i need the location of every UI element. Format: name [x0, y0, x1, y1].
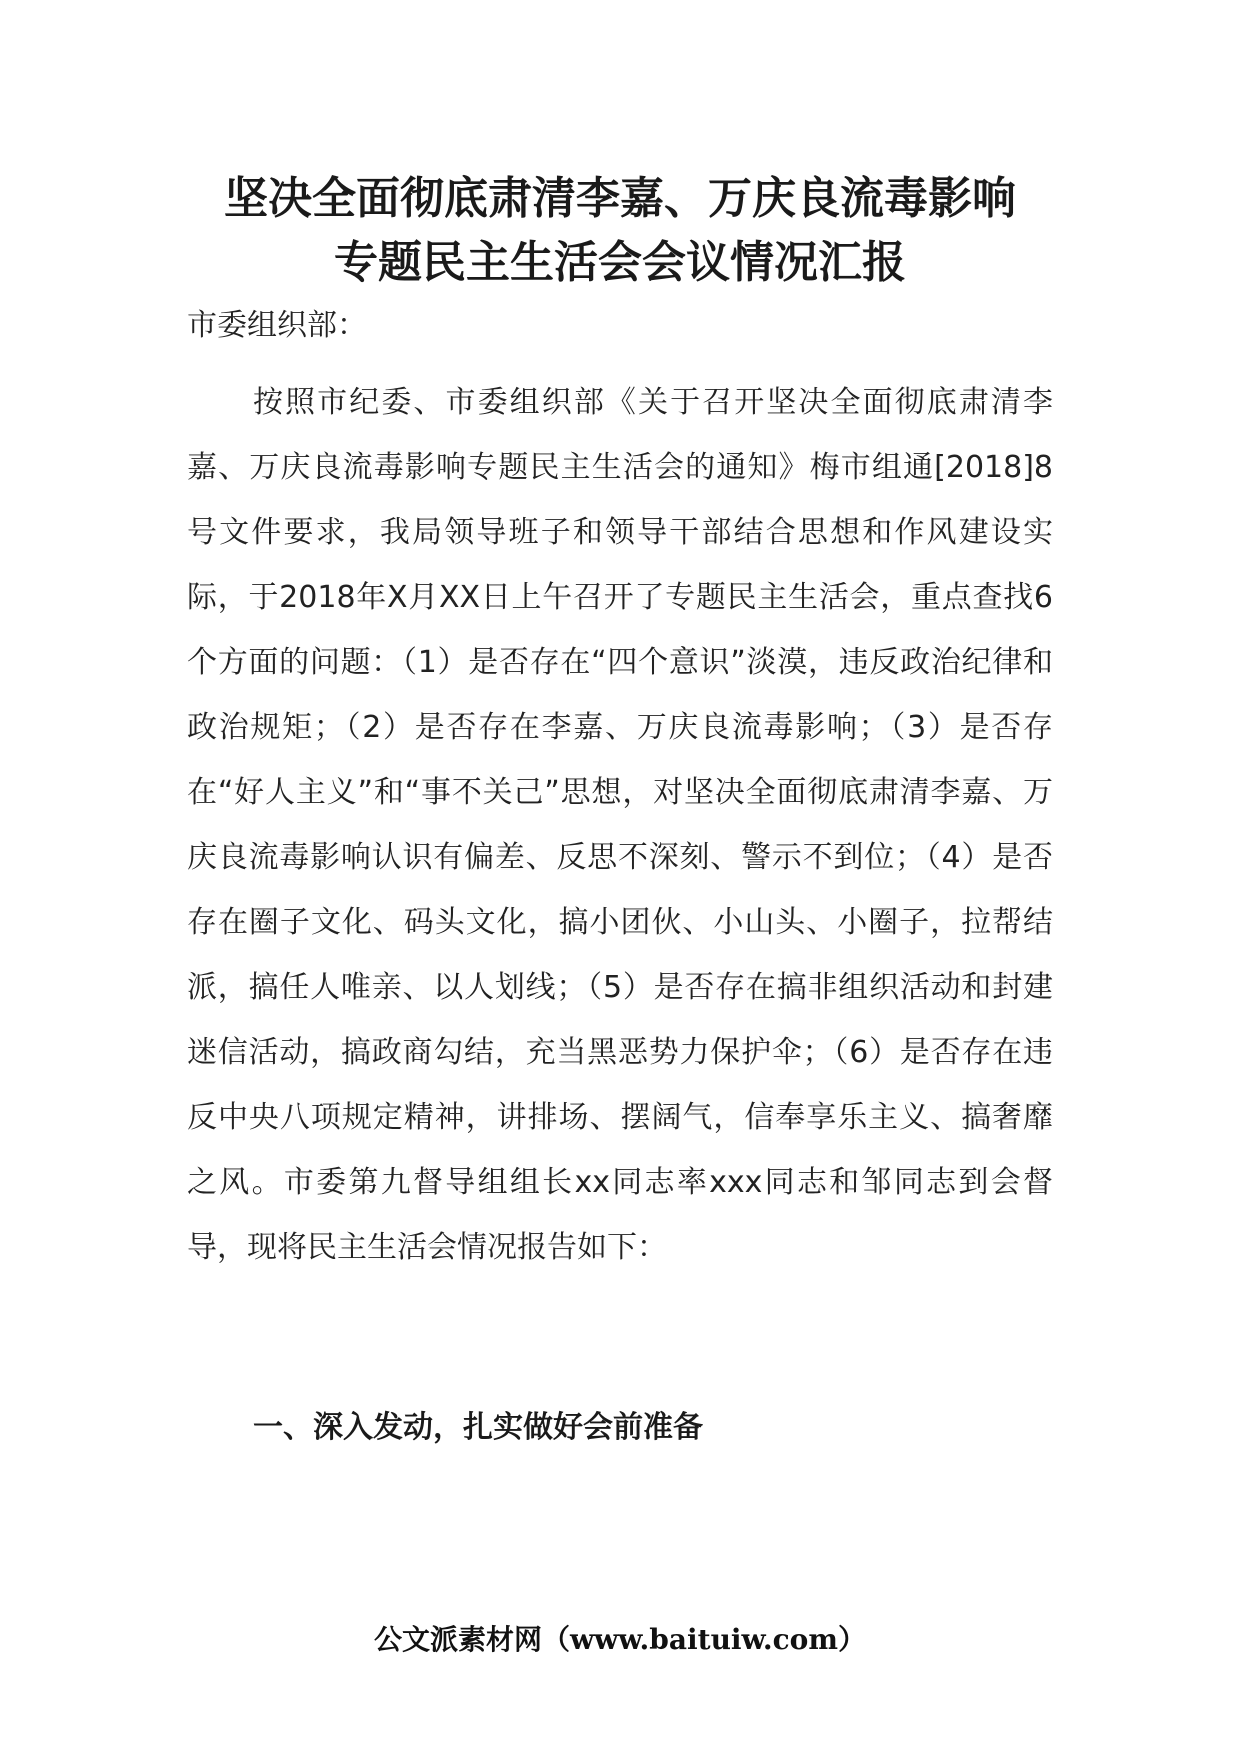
- salutation: 市委组织部：: [187, 308, 367, 343]
- body-paragraph: 按照市纪委、市委组织部《关于召开坚决全面彻底肃清李嘉、万庆良流毒影响专题民主生活会的通知》梅市组通[2018]8号文件要求，我局领导班子和领导干部结合思想和作风建设实际，于2018年X月XX日上午召开了专题民主生活会，重点查找6个方面的问题：（1）是否存在“四个意识”淡漠，违反政治纪律和政治规矩；（2）是否存在李嘉、万庆良流毒影响；（3）是否存在“好人主义”和“事不关己”思想，对坚决全面彻底肃清李嘉、万庆良流毒影响认识有偏差、反思不深刻、警示不到位；（4）是否存在圈子文化、码头文化，搞小团伙、小山头、小圈子，拉帮结派，搞任人唯亲、以人划线；（5）是否存在搞非组织活动和封建迷信活动，搞政商勾结，充当黑恶势力保护伞；（6）是否存在违反中央八项规定精神，讲排场、摆阔气，信奉享乐主义、搞奢靡之风。市委第九督导组组长xx同志率xxx同志和邹同志到会督导，现将民主生活会情况报告如下：: [187, 385, 1053, 1265]
- section-heading: 一、深入发动，扎实做好会前准备: [253, 1410, 703, 1445]
- document-title-line-2: 专题民主生活会会议情况汇报: [334, 237, 906, 288]
- footer-watermark: 公文派素材网（www.baituiw.com）: [374, 1623, 866, 1656]
- document-title-line-1: 坚决全面彻底肃清李嘉、万庆良流毒影响: [224, 173, 1016, 224]
